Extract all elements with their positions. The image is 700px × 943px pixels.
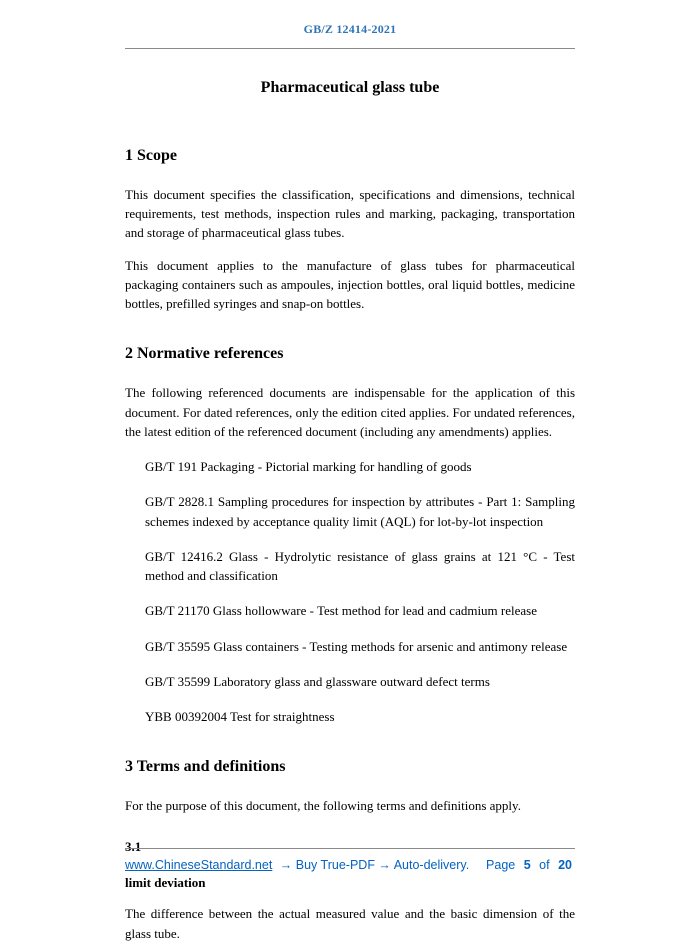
reference-item: GB/T 191 Packaging - Pictorial marking for handling of goods (145, 459, 472, 475)
reference-item: GB/T 35595 Glass containers - Testing methods for arsenic and antimony release (145, 638, 568, 654)
section-heading-normative-references: 2 Normative references (125, 345, 284, 363)
page-number: 5 (523, 858, 531, 872)
reference-item: GB/T 21170 Glass hollowware - Test method for lead and cadmium release (145, 603, 537, 619)
section-heading-terms-definitions: 3 Terms and definitions (125, 758, 286, 776)
section-heading-scope: 1 Scope (125, 147, 177, 164)
footer-site-link[interactable]: www.ChineseStandard.net (125, 858, 273, 872)
reference-item: GB/T 12416.2 Glass - Hydrolytic resistance of glass grains at 121 °C - Test method and classification (145, 548, 575, 584)
term-name: limit deviation (125, 875, 206, 891)
reference-item: GB/T 35599 Laboratory glass and glassware outward defect terms (145, 673, 490, 689)
normative-intro-paragraph: The following referenced documents are indispensable for the application of this document. For dated references, only the edition cited applies. For undated references, the latest edition of the referenced document (including any amendments) applies. (125, 385, 575, 439)
footer-left (125, 858, 469, 872)
header-divider (125, 48, 575, 49)
term-number: 3.1 (125, 839, 142, 855)
page-label: Page (486, 858, 516, 872)
page-indicator (484, 858, 575, 872)
document-title: Pharmaceutical glass tube (260, 79, 440, 96)
footer-tagline: → Buy True-PDF → Auto-delivery. (279, 858, 470, 872)
terms-intro-paragraph: For the purpose of this document, the following terms and definitions apply. (125, 798, 521, 814)
scope-paragraph: This document specifies the classification, specifications and dimensions, technical requirements, test methods, inspection rules and marking, packaging, transportation and storage of pharmaceutical glass tubes. (125, 187, 575, 241)
page-footer (125, 848, 575, 872)
scope-paragraph: This document applies to the manufacture of glass tubes for pharmaceutical packaging containers such as ampoules, injection bottles, oral liquid bottles, medicine bottles, prefilled syringes and snap-on bottles. (125, 257, 575, 312)
reference-item: YBB 00392004 Test for straightness (145, 708, 335, 724)
term-definition: The difference between the actual measured value and the basic dimension of the glass tube. (125, 906, 575, 941)
page-total: 20 (558, 858, 572, 872)
of-label: of (539, 858, 550, 872)
standard-number: GB/Z 12414-2021 (303, 22, 397, 36)
reference-item: GB/T 2828.1 Sampling procedures for inspection by attributes - Part 1: Sampling schemes indexed by acceptance quality limit (AQL) for lot-by-lot inspection (145, 494, 575, 529)
